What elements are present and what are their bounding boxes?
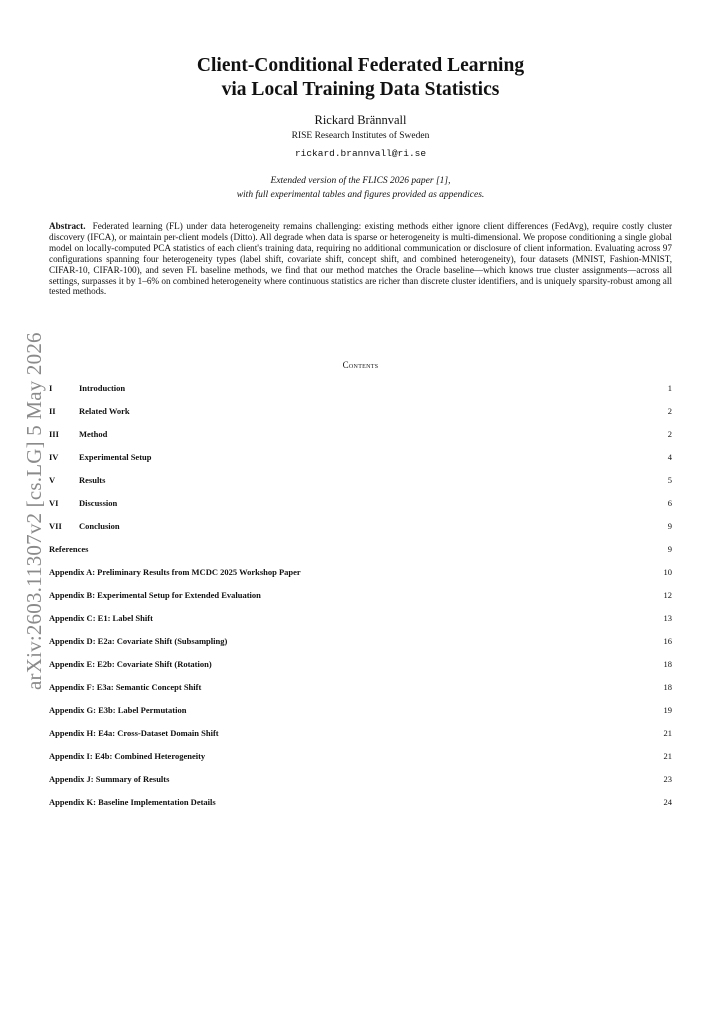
note-line-2: with full experimental tables and figures provided as appendices. <box>236 190 485 200</box>
title-line-1: Client-Conditional Federated Learning <box>196 55 525 76</box>
toc-entry-page: 16 <box>663 636 672 646</box>
note-line-1: Extended version of the FLICS 2026 paper [1], <box>270 176 451 186</box>
contents-heading: Contents <box>342 360 379 370</box>
toc-entry[interactable] <box>49 634 672 657</box>
toc-entry[interactable] <box>49 450 672 473</box>
toc-entry[interactable] <box>49 726 672 749</box>
toc-entry-title[interactable]: Appendix I: E4b: Combined Heterogeneity <box>49 751 206 761</box>
toc-entry-title[interactable]: Experimental Setup <box>79 452 152 462</box>
toc-entry[interactable] <box>49 657 672 680</box>
toc-entry-title[interactable]: Introduction <box>79 383 126 393</box>
toc-entry[interactable] <box>49 703 672 726</box>
toc-entry-title[interactable]: Appendix H: E4a: Cross-Dataset Domain Shift <box>49 728 219 738</box>
toc-entry-page: 9 <box>667 544 672 554</box>
toc-entry-title[interactable]: Conclusion <box>79 521 120 531</box>
toc-entry-title[interactable]: Method <box>79 429 108 439</box>
toc-entry[interactable] <box>49 473 672 496</box>
toc-entry-title[interactable]: Appendix B: Experimental Setup for Extended Evaluation <box>49 590 261 600</box>
toc-entry-page: 18 <box>663 682 672 692</box>
toc-entry-page: 2 <box>667 429 672 439</box>
toc-entry-page: 4 <box>667 452 672 462</box>
toc-entry-title[interactable]: Appendix G: E3b: Label Permutation <box>49 705 187 715</box>
title-line-2: via Local Training Data Statistics <box>221 79 500 100</box>
toc-entry-page: 21 <box>663 751 672 761</box>
toc-entry[interactable] <box>49 565 672 588</box>
toc-entry[interactable] <box>49 795 672 818</box>
toc-entry-title[interactable]: Results <box>79 475 106 485</box>
author-name: Rickard Brännvall <box>314 113 407 127</box>
toc-entry-title[interactable]: Appendix K: Baseline Implementation Details <box>49 797 216 807</box>
toc-entry-number: VII <box>49 521 62 531</box>
toc-entry-number: V <box>49 475 56 485</box>
abstract-text: Federated learning (FL) under data heterogeneity remains challenging: existing methods either ignore client differences (FedAvg), require costly cluster discovery (IFCA), or maintain per-client models (Ditto). All degrade when data is sparse or heterogeneity is multi-dimensional. We propose conditioning a single global model on locally-computed PCA statistics of each client's training data, requiring no additional communication or disclosure of client information. Evaluating across 97 configurations spanning four heterogeneity types (label shift, covariate shift, concept shift, and combined heterogeneity), four datasets (MNIST, Fashion-MNIST, CIFAR-10, CIFAR-100), and seven FL baseline methods, we find that our method matches the Oracle baseline—which knows true cluster assignments—across all settings, surpasses it by 1–6% on combined heterogeneity where continuous statistics are richer than discrete cluster identifiers, and is uniquely sparsity-robust among all tested methods. <box>49 221 673 297</box>
toc-entry-page: 12 <box>663 590 672 600</box>
abstract-label: Abstract. <box>49 221 86 231</box>
toc-entry-page: 24 <box>663 797 672 807</box>
toc-entry-page: 19 <box>663 705 672 715</box>
toc-entry-page: 6 <box>667 498 672 508</box>
toc-entry-page: 13 <box>663 613 672 623</box>
toc-entry-page: 10 <box>663 567 672 577</box>
toc-entry-title[interactable]: Appendix F: E3a: Semantic Concept Shift <box>49 682 202 692</box>
table-of-contents <box>49 381 672 818</box>
toc-entry-title[interactable]: Appendix A: Preliminary Results from MCDC 2025 Workshop Paper <box>49 567 301 577</box>
paper-title <box>0 54 721 102</box>
toc-entry-page: 1 <box>667 383 672 393</box>
toc-entry[interactable] <box>49 772 672 795</box>
toc-entry[interactable] <box>49 427 672 450</box>
toc-entry-number: VI <box>49 498 59 508</box>
toc-entry[interactable] <box>49 381 672 404</box>
toc-entry-page: 5 <box>667 475 672 485</box>
toc-entry-title[interactable]: Related Work <box>79 406 130 416</box>
toc-entry-title[interactable]: Discussion <box>79 498 118 508</box>
toc-entry-number: II <box>49 406 56 416</box>
toc-entry[interactable] <box>49 519 672 542</box>
toc-entry-page: 18 <box>663 659 672 669</box>
toc-entry-title[interactable]: Appendix D: E2a: Covariate Shift (Subsampling) <box>49 636 228 646</box>
toc-entry[interactable] <box>49 542 672 565</box>
toc-entry[interactable] <box>49 680 672 703</box>
toc-entry-title[interactable]: Appendix J: Summary of Results <box>49 774 170 784</box>
toc-entry-title[interactable]: Appendix C: E1: Label Shift <box>49 613 153 623</box>
toc-entry-number: IV <box>49 452 59 462</box>
arxiv-identifier: arXiv:2603.11307v2 [cs.LG] 5 May 2026 <box>22 332 46 690</box>
toc-entry[interactable] <box>49 749 672 772</box>
author-email: rickard.brannvall@ri.se <box>294 148 427 159</box>
affiliation: RISE Research Institutes of Sweden <box>291 131 430 141</box>
toc-entry-page: 21 <box>663 728 672 738</box>
abstract <box>49 221 672 297</box>
toc-entry-page: 9 <box>667 521 672 531</box>
toc-entry[interactable] <box>49 588 672 611</box>
toc-entry-page: 23 <box>663 774 672 784</box>
toc-entry[interactable] <box>49 404 672 427</box>
toc-entry-number: III <box>49 429 59 439</box>
toc-entry-title[interactable]: Appendix E: E2b: Covariate Shift (Rotation) <box>49 659 212 669</box>
toc-entry[interactable] <box>49 611 672 634</box>
extended-version-note <box>0 174 721 202</box>
toc-entry-title[interactable]: References <box>49 544 89 554</box>
toc-entry-number: I <box>49 383 53 393</box>
toc-entry[interactable] <box>49 496 672 519</box>
toc-entry-page: 2 <box>667 406 672 416</box>
